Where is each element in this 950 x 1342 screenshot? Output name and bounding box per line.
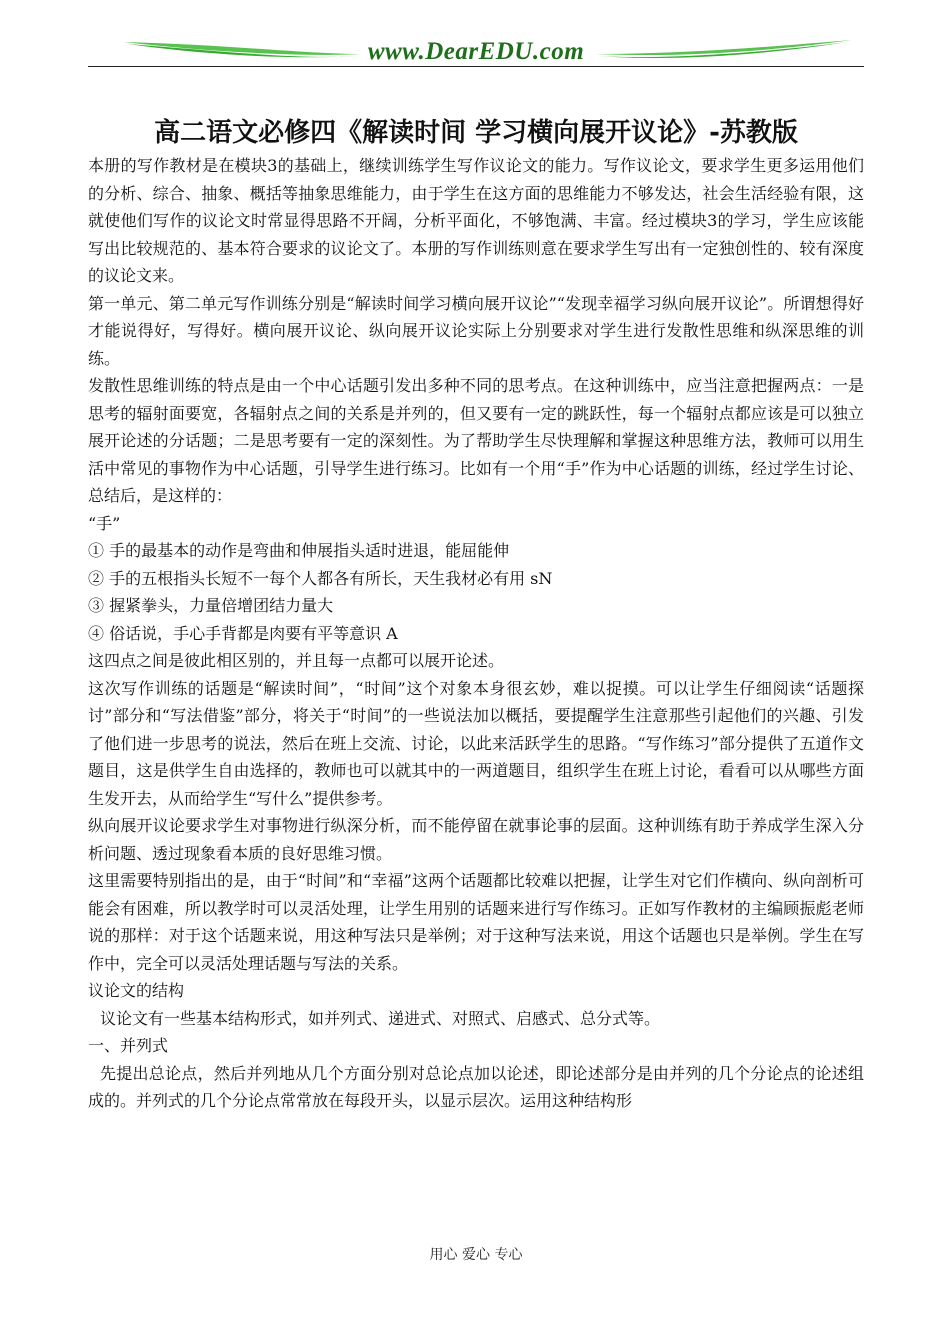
- list-item: ② 手的五根指头长短不一每个人都各有所长，天生我材必有用 sN: [88, 568, 553, 588]
- example-heading: “手”: [88, 513, 121, 533]
- paragraph: 这里需要特别指出的是，由于“时间”和“幸福”这两个话题都比较难以把握，让学生对它们作横向、纵向剖析可能会有困难，所以教学时可以灵活处理，让学生用别的话题来进行写作练习。正如写作教材的主编顾振彪老师说的那样：对于这个话题来说，用这种写法只是举例；对于这种写法来说，用这个话题也只是举例。学生在写作中，完全可以灵活处理话题与写法的关系。: [88, 871, 864, 973]
- document-body: [88, 152, 864, 1115]
- document-title: 高二语文必修四《解读时间 学习横向展开议论》-苏教版: [154, 118, 798, 148]
- subsection-heading: 一、并列式: [88, 1036, 169, 1055]
- page-footer: 用心 爱心 专心: [429, 1247, 523, 1263]
- paragraph: 第一单元、第二单元写作训练分别是“解读时间学习横向展开议论”“发现幸福学习纵向展开议论”。所谓想得好才能说得好，写得好。横向展开议论、纵向展开议论实际上分别要求对学生进行发散性思维和纵深思维的训练。: [88, 293, 864, 368]
- list-item: ③ 握紧拳头，力量倍增团结力量大: [88, 596, 334, 615]
- paragraph: 这次写作训练的话题是“解读时间”，“时间”这个对象本身很玄妙，难以捉摸。可以让学生仔细阅读“话题探讨”部分和“写法借鉴”部分，将关于“时间”的一些说法加以概括，要提醒学生注意那些引起他们的兴趣、引发了他们进一步思考的说法，然后在班上交流、讨论，以此来活跃学生的思路。“写作练习”部分提供了五道作文题目，这是供学生自由选择的，教师也可以就其中的一两道题目，组织学生在班上讨论，看看可以从哪些方面生发开去，从而给学生“写什么”提供参考。: [88, 678, 864, 808]
- list-item: ④ 俗话说，手心手背都是肉要有平等意识 A: [88, 623, 398, 643]
- paragraph: 议论文有一些基本结构形式，如并列式、递进式、对照式、启感式、总分式等。: [100, 1008, 661, 1028]
- site-logo[interactable]: www.DearEDU.com: [367, 38, 585, 65]
- list-item: ① 手的最基本的动作是弯曲和伸展指头适时进退，能屈能伸: [88, 541, 510, 560]
- paragraph: 这四点之间是彼此相区别的，并且每一点都可以展开论述。: [88, 651, 505, 670]
- paragraph: 发散性思维训练的特点是由一个中心话题引发出多种不同的思考点。在这种训练中，应当注意把握两点：一是思考的辐射面要宽，各辐射点之间的关系是并列的，但又要有一定的跳跃性，每一个辐射点都应该是可以独立展开论述的分话题；二是思考要有一定的深刻性。为了帮助学生尽快理解和掌握这种思维方法，教师可以用生活中常见的事物作为中心话题，引导学生进行练习。比如有一个用“手”作为中心话题的训练，经过学生讨论、总结后，是这样的：: [88, 376, 864, 505]
- header-divider: [88, 66, 864, 67]
- paragraph: 先提出总论点，然后并列地从几个方面分别对总论点加以论述，即论述部分是由并列的几个分论点的论述组成的。并列式的几个分论点常常放在每段开头，以显示层次。运用这种结构形: [88, 1063, 864, 1110]
- paragraph: 本册的写作教材是在模块3的基础上，继续训练学生写作议论文的能力。写作议论文，要求学生更多运用他们的分析、综合、抽象、概括等抽象思维能力，由于学生在这方面的思维能力不够发达，社会生活经验有限，这就使他们写作的议论文时常显得思路不开阔，分析平面化，不够饱满、丰富。经过模块3的学习，学生应该能写出比较规范的、基本符合要求的议论文了。本册的写作训练则意在要求学生写出有一定独创性的、较有深度的议论文来。: [88, 156, 864, 285]
- paragraph: 纵向展开议论要求学生对事物进行纵深分析，而不能停留在就事论事的层面。这种训练有助于养成学生深入分析问题、透过现象看本质的良好思维习惯。: [88, 816, 864, 863]
- section-heading: 议论文的结构: [88, 981, 185, 1000]
